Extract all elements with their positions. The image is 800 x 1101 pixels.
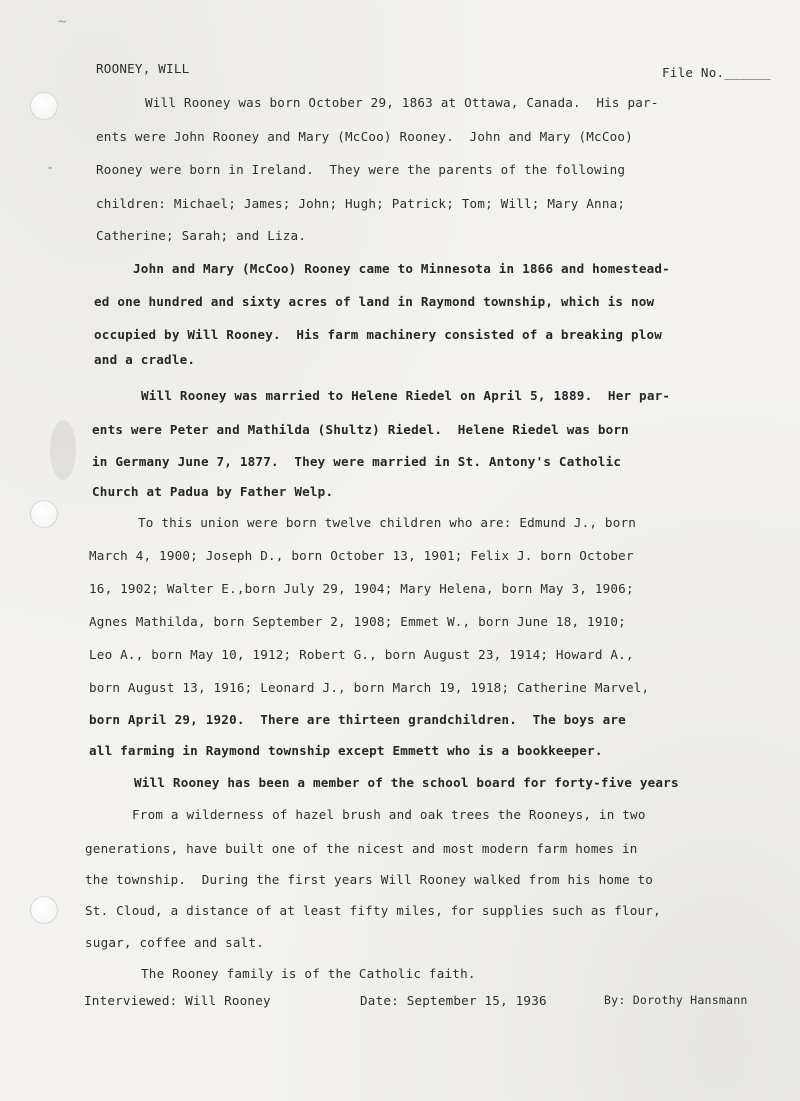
text-line: St. Cloud, a distance of at least fifty miles, for supplies such as flour, [85, 903, 661, 918]
text-line: From a wilderness of hazel brush and oak trees the Rooneys, in two [132, 807, 646, 822]
text-line: occupied by Will Rooney. His farm machinery consisted of a breaking plow [94, 327, 663, 342]
text-line: Agnes Mathilda, born September 2, 1908; Emmet W., born June 18, 1910; [89, 614, 626, 629]
punch-hole-bottom [30, 896, 58, 924]
interview-date: Date: September 15, 1936 [360, 993, 547, 1008]
text-line: Rooney were born in Ireland. They were the parents of the following [96, 162, 626, 177]
text-line: in Germany June 7, 1877. They were married in St. Antony's Catholic [92, 454, 622, 469]
text-line: Will Rooney has been a member of the school board for forty-five years [134, 775, 679, 790]
text-line: ents were Peter and Mathilda (Shultz) Riedel. Helene Riedel was born [92, 422, 629, 437]
punch-hole-top [30, 92, 58, 120]
text-line: The Rooney family is of the Catholic faith. [141, 966, 476, 981]
subject-name: ROONEY, WILL [96, 61, 190, 76]
text-line: born August 13, 1916; Leonard J., born March 19, 1918; Catherine Marvel, [89, 680, 650, 695]
text-line: and a cradle. [94, 352, 196, 367]
text-line: To this union were born twelve children who are: Edmund J., born [138, 515, 637, 530]
text-line: ents were John Rooney and Mary (McCoo) Rooney. John and Mary (McCoo) [96, 129, 633, 144]
text-line: the township. During the first years Will Rooney walked from his home to [85, 872, 654, 887]
text-line: children: Michael; James; John; Hugh; Patrick; Tom; Will; Mary Anna; [96, 196, 626, 211]
text-line: March 4, 1900; Joseph D., born October 13, 1901; Felix J. born October [89, 548, 634, 563]
text-line: sugar, coffee and salt. [85, 935, 264, 950]
text-line: ed one hundred and sixty acres of land in Raymond township, which is now [94, 294, 655, 309]
text-line: Church at Padua by Father Welp. [92, 484, 334, 499]
text-line: born April 29, 1920. There are thirteen grandchildren. The boys are [89, 712, 626, 727]
scan-mark-left: - [46, 160, 55, 176]
text-line: Will Rooney was married to Helene Riedel on April 5, 1889. Her par- [141, 388, 671, 403]
scan-mark-top: ~ [58, 14, 67, 30]
scan-smudge [50, 420, 76, 480]
interviewed-by: Interviewed: Will Rooney [84, 993, 271, 1008]
interviewer: By: Dorothy Hansmann [604, 993, 748, 1007]
punch-hole-middle [30, 500, 58, 528]
file-number: File No.______ [662, 65, 771, 80]
text-line: Catherine; Sarah; and Liza. [96, 228, 307, 243]
text-line: Will Rooney was born October 29, 1863 at Ottawa, Canada. His par- [145, 95, 659, 110]
text-line: all farming in Raymond township except Emmett who is a bookkeeper. [89, 743, 603, 758]
text-line: Leo A., born May 10, 1912; Robert G., born August 23, 1914; Howard A., [89, 647, 634, 662]
text-line: generations, have built one of the nicest and most modern farm homes in [85, 841, 638, 856]
text-line: 16, 1902; Walter E.,born July 29, 1904; Mary Helena, born May 3, 1906; [89, 581, 634, 596]
text-line: John and Mary (McCoo) Rooney came to Minnesota in 1866 and homestead- [133, 261, 670, 276]
